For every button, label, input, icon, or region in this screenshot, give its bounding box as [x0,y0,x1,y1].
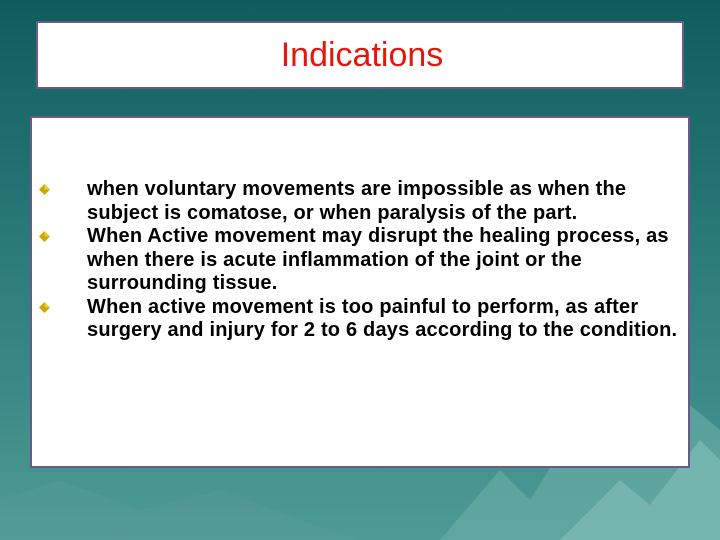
diamond-bullet-icon [39,302,50,313]
diamond-bullet-icon [39,231,50,242]
bullet-text: when voluntary movements are impossible as when the subject is comatose, or when paralysis of the part. [87,178,627,224]
bullet-text: When active movement is too painful to perform, as after surgery and injury for 2 to 6 days according to the condition. [87,295,678,341]
slide-title: Indications [280,36,444,74]
bullet-text: When Active movement may disrupt the healing process, as when there is acute inflammation of the joint or the surrounding tissue. [87,225,669,294]
title-box [36,21,684,89]
bullet-item [32,225,688,296]
bullet-item [32,178,688,225]
content-box [30,116,690,468]
bullet-list [32,178,688,343]
bullet-item [32,296,688,343]
diamond-bullet-icon [39,184,50,195]
